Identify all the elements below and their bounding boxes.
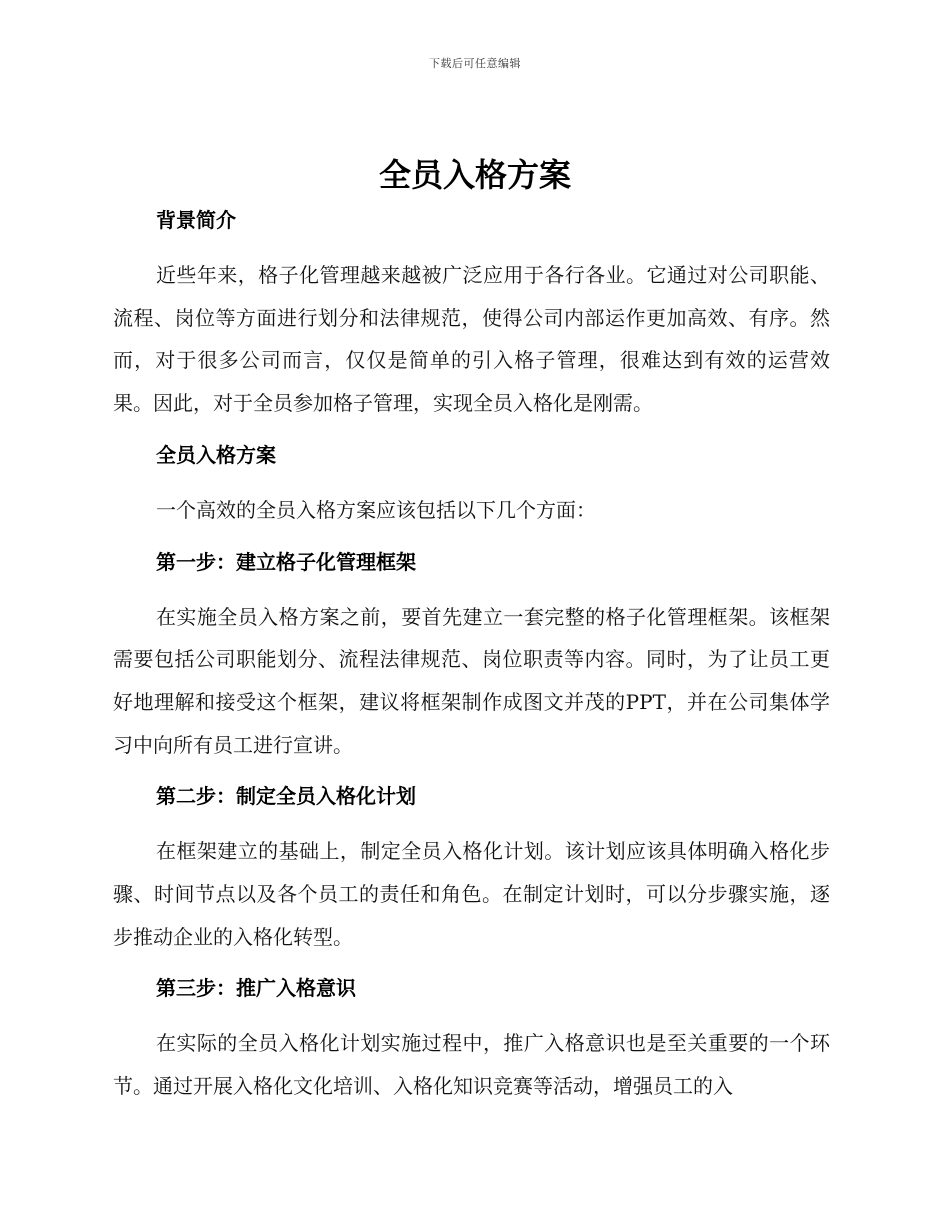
step2-paragraph: 在框架建立的基础上，制定全员入格化计划。该计划应该具体明确入格化步骤、时间节点以及各个员工的责任和角色。在制定计划时，可以分步骤实施，逐步推动企业的入格化转型。 — [113, 839, 830, 949]
step1-paragraph: 在实施全员入格方案之前，要首先建立一套完整的格子化管理框架。该框架需要包括公司职能划分、流程法律规范、岗位职责等内容。同时，为了让员工更好地理解和接受这个框架，建议将框架制作成图文并茂的PPT，并在公司集体学习中向所有员工进行宣讲。 — [113, 604, 830, 757]
plan-heading: 全员入格方案 — [156, 442, 276, 467]
step3-paragraph: 在实际的全员入格化计划实施过程中，推广入格意识也是至关重要的一个环节。通过开展入格化文化培训、入格化知识竞赛等活动，增强员工的入 — [113, 1031, 830, 1099]
document-title: 全员入格方案 — [378, 156, 571, 194]
step1-heading: 第一步：建立格子化管理框架 — [156, 549, 416, 574]
background-paragraph: 近些年来，格子化管理越来越被广泛应用于各行各业。它通过对公司职能、流程、岗位等方面进行划分和法律规范，使得公司内部运作更加高效、有序。然而，对于很多公司而言，仅仅是简单的引入格子管理，很难达到有效的运营效果。因此，对于全员参加格子管理，实现全员入格化是刚需。 — [113, 263, 830, 416]
document-body — [113, 200, 830, 1108]
step3-heading: 第三步：推广入格意识 — [156, 976, 356, 1001]
background-heading: 背景简介 — [156, 208, 236, 232]
step2-heading: 第二步：制定全员入格化计划 — [156, 784, 416, 809]
plan-intro-paragraph: 一个高效的全员入格方案应该包括以下几个方面： — [156, 497, 596, 522]
header-note: 下载后可任意编辑 — [429, 57, 521, 70]
